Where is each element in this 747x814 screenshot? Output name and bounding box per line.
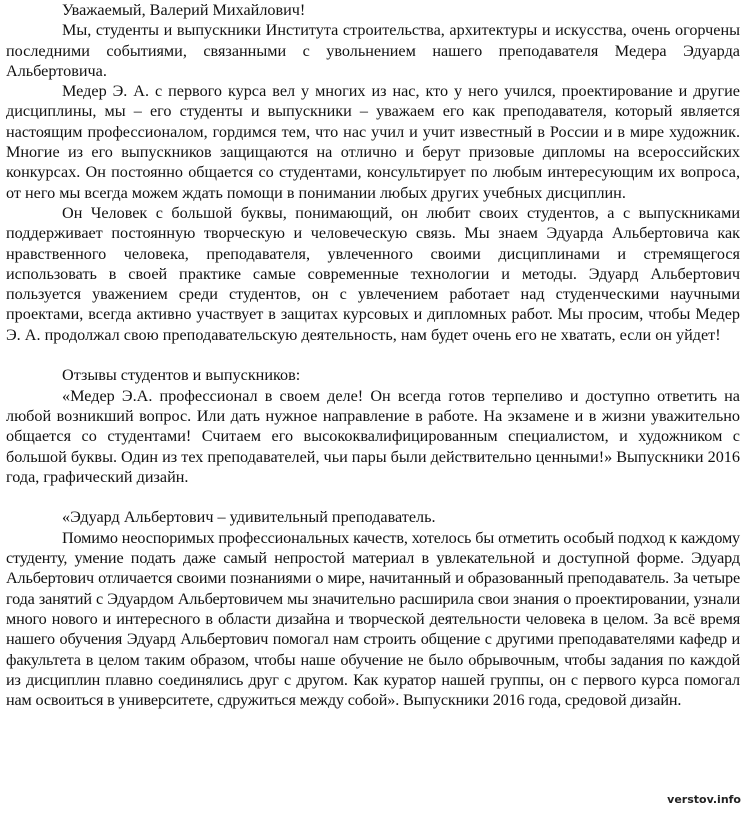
letter-paragraph-3: Он Человек с большой буквы, понимающий, он любит своих студентов, а с выпускниками поддерживает постоянную творческую и человеческую связь. Мы знаем Эдуарда Альбертовича как нравственного человека, преподавателя, увлеченного своими дисциплинами и стремящегося использовать в своей практике самые современные технологии и методы. Эдуард Альбертович пользуется уважением среди студентов, он с увлечением работает над студенческими научными проектами, всегда активно участвует в защитах курсовых и дипломных работ. Мы просим, чтобы Медер Э. А. продолжал свою преподавательскую деятельность, нам будет очень его не хватать, если он уйдет! <box>6 203 740 344</box>
review-2-body: Помимо неоспоримых профессиональных качеств, хотелось бы отметить особый подход к каждому студенту, умение подать даже самый непростой материал в увлекательной и доступной форме. Эдуард Альбертович отличается своими познаниями о мире, начитанный и образованный преподаватель. За четыре года занятий с Эдуардом Альбертовичем мы значительно расширила свои знания о проектировании, узнали много нового и интересного в области дизайна и творческой деятельности человека в целом. За всё время нашего обучения Эдуард Альбертович помогал нам строить общение с другими преподавателями кафедр и факультета в целом таким образом, чтобы наше обучение не было обрывочным, чтобы задания по каждой из дисциплин плавно соединялись друг с другом. Как куратор нашей группы, он с первого курса помогал нам освоиться в университете, сдружиться между собой». Выпускники 2016 года, средовой дизайн. <box>6 528 740 710</box>
letter-paragraph-1: Мы, студенты и выпускники Института строительства, архитектуры и искусства, очень огорчены последними событиями, связанными с увольнением нашего преподавателя Медера Эдуарда Альбертовича. <box>6 21 740 80</box>
blank-line <box>6 345 740 365</box>
review-1: «Медер Э.А. профессионал в своем деле! Он всегда готов терпеливо и доступно ответить на любой возникший вопрос. Или дать нужное направление в работе. На экзамене и в жизни уважительно общается со студентами! Считаем его высококвалифицированным специалистом, и художником с большой буквы. Один из тех преподавателей, чьи пары были действительно ценными!» Выпускники 2016 года, графический дизайн. <box>6 386 740 486</box>
letter-greeting: Уважаемый, Валерий Михайлович! <box>62 1 306 19</box>
reviews-heading: Отзывы студентов и выпускников: <box>62 366 301 385</box>
letter-paragraph-2: Медер Э. А. с первого курса вел у многих из нас, кто у него учился, проектирование и другие дисциплины, мы – его студенты и выпускники – уважаем его как преподавателя, который является настоящим профессионалом, гордимся тем, что нас учил и учит известный в России и в мире художник. Многие из его выпускников защищаются на отлично и берут призовые дипломы на всероссийских конкурсах. Он постоянно общается со студентами, консультирует по любым интересующим их вопроса, от него мы всегда можем ждать помощи в понимании любых других учебных дисциплин. <box>6 82 740 202</box>
site-watermark: verstov.info <box>667 793 741 806</box>
blank-line <box>6 487 740 507</box>
review-2-title: «Эдуард Альбертович – удивительный преподаватель. <box>62 508 436 527</box>
